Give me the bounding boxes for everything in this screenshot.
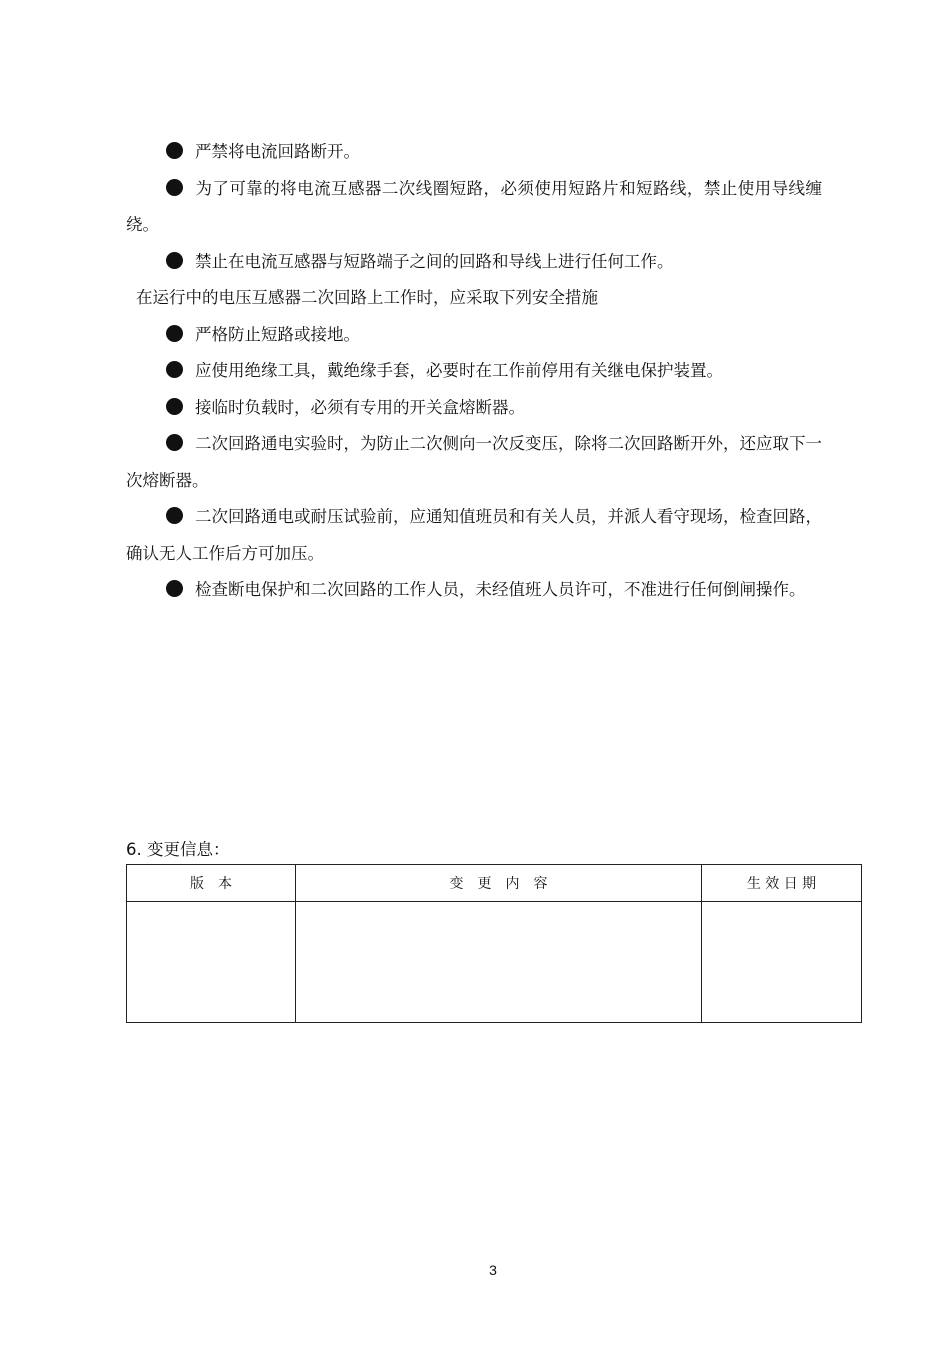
bullet-icon: [166, 325, 183, 342]
bullet-paragraph-5: [126, 317, 822, 354]
plain-paragraph: 在运行中的电压互感器二次回路上工作时，应采取下列安全措施: [136, 288, 598, 307]
bullet-icon: [166, 507, 183, 524]
bullet-paragraph-3: [126, 244, 822, 281]
bullet-paragraph-8: [126, 426, 822, 499]
bullet-icon: [166, 434, 183, 451]
paragraph-text: 接临时负载时，必须有专用的开关盒熔断器。: [195, 397, 525, 417]
bullet-paragraph-2: [126, 171, 822, 244]
cell-version: [127, 902, 296, 1023]
body-text: [126, 134, 822, 609]
page-number: 3: [489, 1262, 497, 1278]
table-header-row: [127, 865, 862, 902]
bullet-icon: [166, 252, 183, 269]
header-change-content: 变 更 内 容: [296, 865, 702, 902]
paragraph-text: 二次回路通电或耐压试验前，应通知值班员和有关人员，并派人看守现场，检查回路，确认无人工作后方可加压。: [126, 507, 822, 563]
bullet-icon: [166, 361, 183, 378]
change-info-title: 6. 变更信息：: [126, 840, 230, 859]
paragraph-text: 应使用绝缘工具，戴绝缘手套，必要时在工作前停用有关继电保护装置。: [195, 361, 723, 380]
bullet-paragraph-6: [126, 353, 822, 390]
bullet-paragraph-10: [126, 572, 822, 609]
change-info-table: [126, 864, 862, 1023]
bullet-icon: [166, 179, 183, 196]
paragraph-text: 二次回路通电实验时，为防止二次侧向一次反变压，除将二次回路断开外，还应取下一次熔断器。: [126, 434, 822, 490]
bullet-icon: [166, 580, 183, 597]
bullet-icon: [166, 398, 183, 415]
header-effective-date: 生 效 日 期: [702, 865, 862, 902]
paragraph-text: 严格防止短路或接地。: [195, 324, 360, 344]
bullet-icon: [166, 142, 183, 159]
bullet-paragraph-7: [126, 390, 822, 427]
cell-effective-date: [702, 902, 862, 1023]
paragraph-text: 为了可靠的将电流互感器二次线圈短路，必须使用短路片和短路线，禁止使用导线缠绕。: [126, 178, 822, 234]
table-row: [127, 902, 862, 1023]
paragraph-text: 检查断电保护和二次回路的工作人员，未经值班人员许可，不准进行任何倒闸操作。: [195, 580, 806, 599]
header-version: 版 本: [127, 865, 296, 902]
bullet-paragraph-1: [126, 134, 822, 171]
paragraph-text: 严禁将电流回路断开。: [195, 142, 360, 161]
bullet-paragraph-9: [126, 499, 822, 572]
cell-change-content: [296, 902, 702, 1023]
paragraph-text: 禁止在电流互感器与短路端子之间的回路和导线上进行任何工作。: [195, 251, 674, 271]
